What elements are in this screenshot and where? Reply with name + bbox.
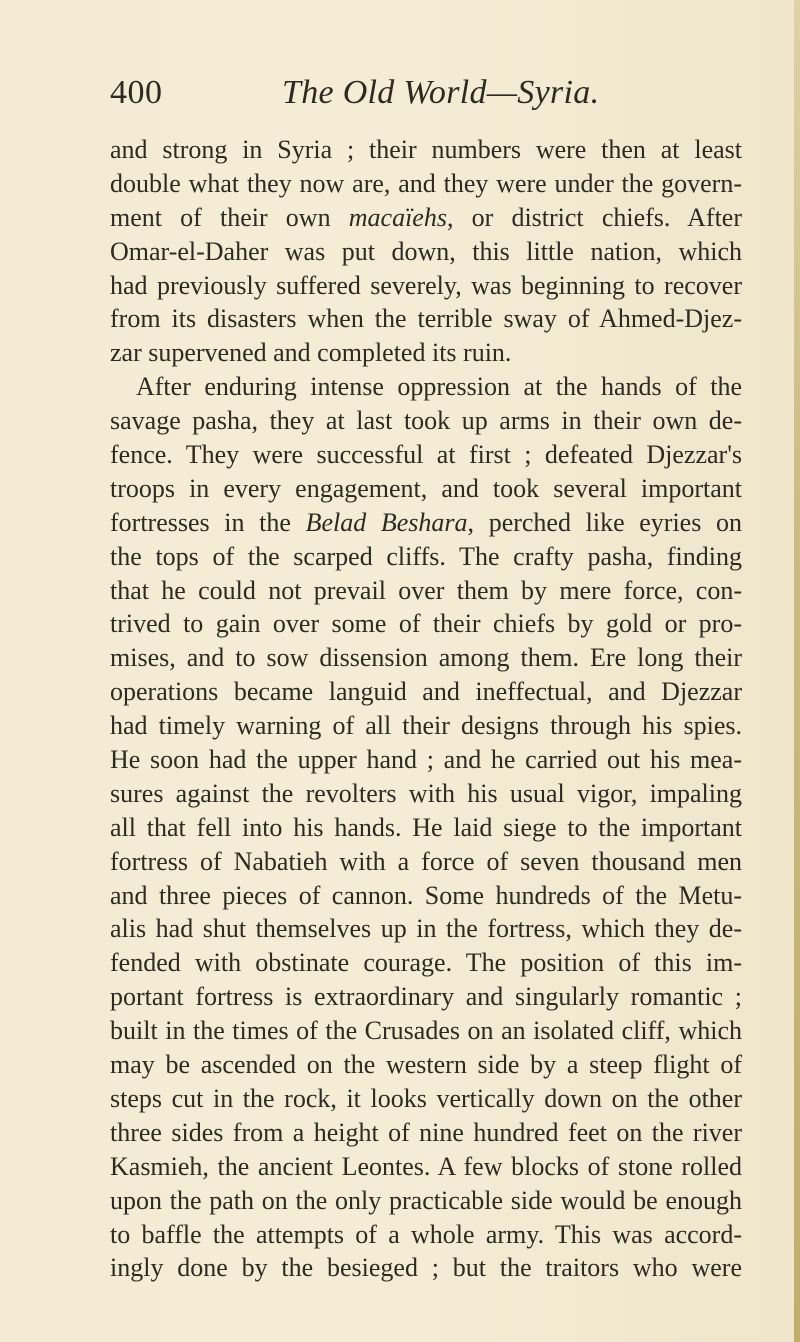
text-line: trived to gain over some of their chiefs by gold or pro- (110, 609, 742, 639)
text-line: double what they now are, and they were under the govern- (110, 168, 742, 198)
text-line: to baffle the attempts of a whole army. This was accord- (110, 1219, 742, 1249)
running-head: The Old World—Syria. (282, 74, 600, 111)
text-line: portant fortress is extraordinary and singularly romantic ; (110, 982, 742, 1012)
text-line: had previously suffered severely, was beginning to recover (110, 270, 742, 300)
text-line: fortresses in the Belad Beshara, perched like eyries on (110, 507, 742, 537)
text-line: He soon had the upper hand ; and he carried out his mea- (110, 745, 742, 775)
text-line: and three pieces of cannon. Some hundreds of the Metu- (110, 880, 742, 910)
text-line: Kasmieh, the ancient Leontes. A few blocks of stone rolled (110, 1151, 742, 1181)
text-line: savage pasha, they at last took up arms in their own de- (110, 406, 742, 436)
text-line: that he could not prevail over them by mere force, con- (110, 575, 742, 605)
text-line: zar supervened and completed its ruin. (110, 338, 512, 368)
text-line: three sides from a height of nine hundred feet on the river (110, 1117, 742, 1147)
page-number: 400 (110, 74, 163, 111)
text-line: from its disasters when the terrible sway of Ahmed-Djez- (110, 304, 742, 334)
text-line: After enduring intense oppression at the hands of the (136, 372, 742, 402)
text-line: may be ascended on the western side by a steep flight of (110, 1050, 742, 1080)
text-line: had timely warning of all their designs through his spies. (110, 711, 742, 741)
text-line: operations became languid and ineffectual, and Djezzar (110, 677, 742, 707)
text-line: fended with obstinate courage. The position of this im- (110, 948, 742, 978)
body-text (110, 133, 742, 1285)
text-line: and strong in Syria ; their numbers were then at least (110, 135, 742, 164)
text-line: built in the times of the Crusades on an isolated cliff, which (110, 1016, 742, 1046)
text-line: Omar-el-Daher was put down, this little nation, which (110, 236, 742, 266)
text-line: troops in every engagement, and took several important (110, 473, 742, 503)
text-line: ment of their own macaïehs, or district chiefs. After (110, 202, 742, 232)
text-line: mises, and to sow dissension among them. Ere long their (110, 643, 742, 673)
text-line: the tops of the scarped cliffs. The crafty pasha, finding (110, 541, 742, 571)
text-line: sures against the revolters with his usual vigor, impaling (110, 778, 742, 808)
text-line: upon the path on the only practicable side would be enough (110, 1185, 742, 1215)
text-line: alis had shut themselves up in the fortress, which they de- (110, 914, 742, 944)
text-line: fortress of Nabatieh with a force of seven thousand men (110, 846, 742, 876)
page-header (110, 74, 750, 124)
text-line: fence. They were successful at first ; defeated Djezzar's (110, 440, 742, 470)
text-line: all that fell into his hands. He laid siege to the important (110, 812, 742, 842)
text-line: ingly done by the besieged ; but the traitors who were (110, 1253, 742, 1283)
text-line: steps cut in the rock, it looks vertically down on the other (110, 1083, 742, 1113)
page-edge (794, 0, 800, 1342)
